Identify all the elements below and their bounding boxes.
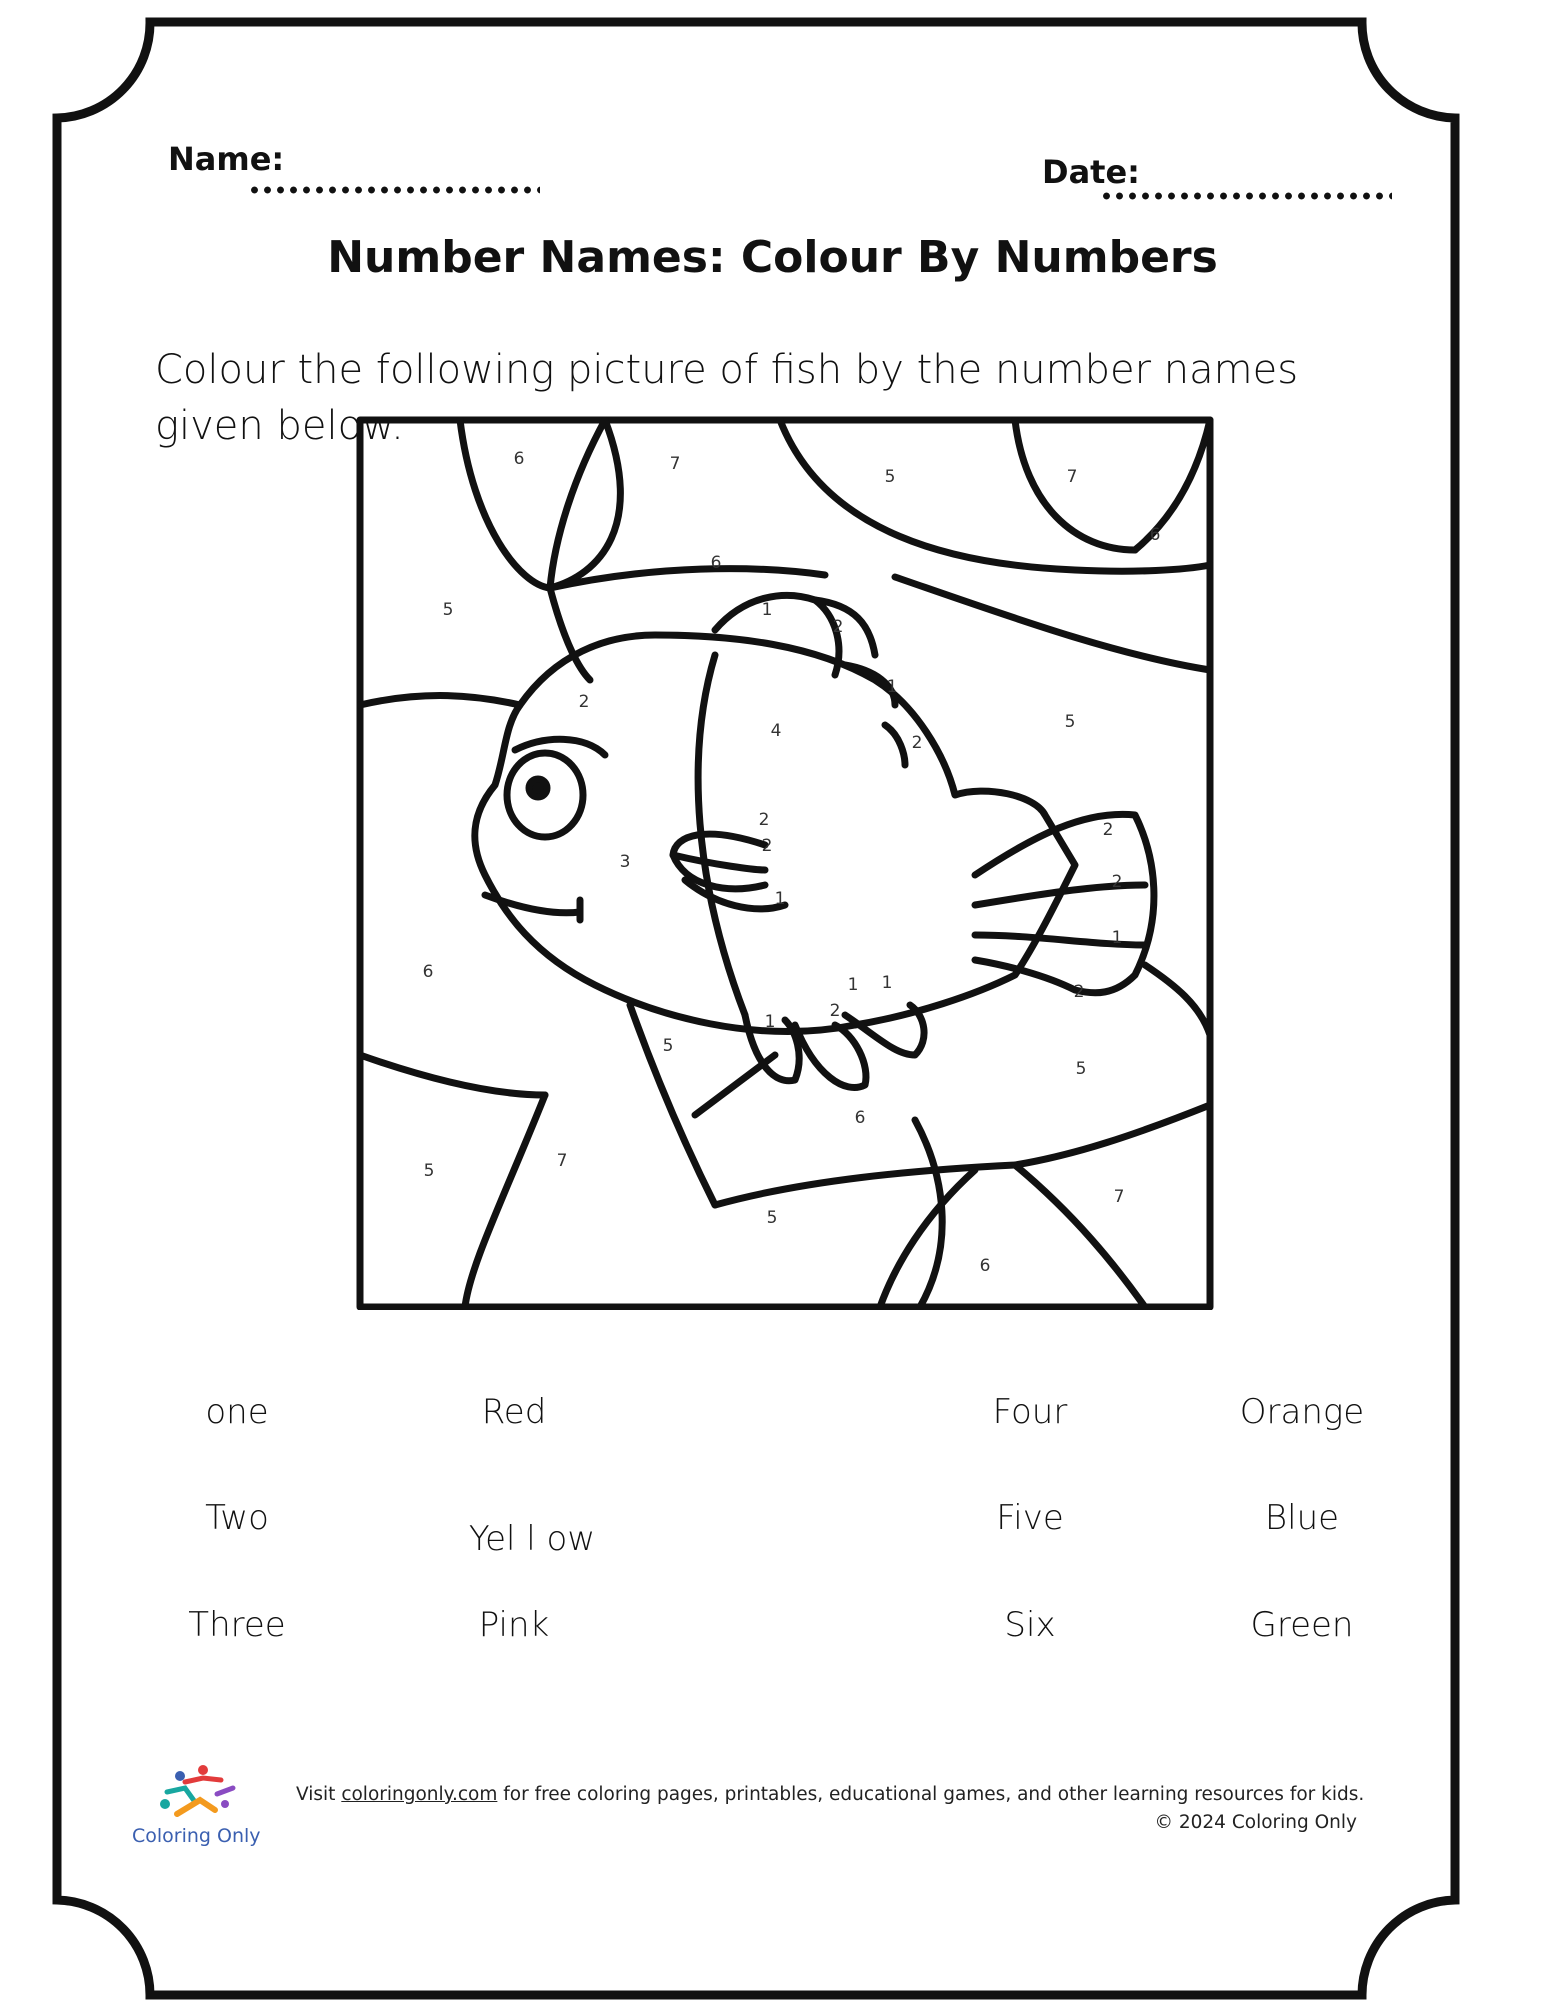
coloring-only-logo-icon xyxy=(155,1762,245,1822)
fish-colouring-picture[interactable] xyxy=(355,415,1215,1310)
legend-number-five: Five xyxy=(996,1498,1064,1538)
num-label: 5 xyxy=(1075,1059,1087,1079)
num-label: 7 xyxy=(1066,467,1078,487)
num-label: 2 xyxy=(1102,820,1114,840)
logo-text: Coloring Only xyxy=(132,1825,261,1847)
legend-colour-pink: Pink xyxy=(478,1605,550,1645)
num-label: 7 xyxy=(669,454,681,474)
num-label: 5 xyxy=(442,600,454,620)
legend-number-one: one xyxy=(205,1392,269,1432)
num-label: 2 xyxy=(829,1001,841,1021)
num-label: 5 xyxy=(662,1036,674,1056)
num-label: 6 xyxy=(710,553,722,573)
footer-link[interactable]: coloringonly.com xyxy=(341,1784,498,1805)
legend-colour-blue: Blue xyxy=(1264,1498,1340,1538)
name-field[interactable] xyxy=(248,186,540,194)
num-label: 7 xyxy=(1113,1187,1125,1207)
legend-colour-yellow: Yel l ow xyxy=(468,1519,596,1559)
legend-number-six: Six xyxy=(1004,1605,1056,1645)
num-label: 4 xyxy=(770,721,782,741)
num-label: 3 xyxy=(619,852,631,872)
num-label: 5 xyxy=(766,1208,778,1228)
num-label: 7 xyxy=(556,1151,568,1171)
copyright: © 2024 Coloring Only xyxy=(1154,1812,1357,1833)
footer-rest: for free coloring pages, printables, educational games, and other learning resources for kids. xyxy=(497,1784,1365,1805)
num-label: 6 xyxy=(422,962,434,982)
legend-number-two: Two xyxy=(205,1498,269,1538)
date-label: Date: xyxy=(1042,153,1140,191)
name-label: Name: xyxy=(168,140,285,178)
num-label: 5 xyxy=(884,467,896,487)
num-label: 2 xyxy=(1073,982,1085,1002)
num-label: 1 xyxy=(1111,928,1123,948)
num-label: 2 xyxy=(911,733,923,753)
legend-colour-orange: Orange xyxy=(1239,1392,1365,1432)
num-label: 5 xyxy=(1064,712,1076,732)
num-label: 6 xyxy=(1149,525,1161,545)
legend-colour-red: Red xyxy=(481,1392,547,1432)
num-label: 6 xyxy=(513,449,525,469)
num-label: 5 xyxy=(423,1161,435,1181)
num-label: 1 xyxy=(847,975,859,995)
num-label: 1 xyxy=(774,889,786,909)
num-label: 1 xyxy=(886,677,898,697)
legend-number-four: Four xyxy=(992,1392,1068,1432)
num-label: 2 xyxy=(1111,872,1123,892)
footer-visit: Visit xyxy=(296,1784,342,1805)
num-label: 2 xyxy=(758,810,770,830)
num-label: 1 xyxy=(881,973,893,993)
num-label: 1 xyxy=(761,600,773,620)
num-label: 6 xyxy=(854,1108,866,1128)
num-label: 2 xyxy=(832,617,844,637)
num-label: 2 xyxy=(578,692,590,712)
region-line xyxy=(460,420,620,588)
footer-text xyxy=(296,1784,1364,1805)
legend-number-three: Three xyxy=(188,1605,286,1645)
date-field[interactable] xyxy=(1100,192,1392,200)
num-label: 1 xyxy=(764,1012,776,1032)
page-title: Number Names: Colour By Numbers xyxy=(327,232,1218,283)
instructions: Colour the following picture of fish by the number names given below. xyxy=(155,347,1299,449)
legend-colour-green: Green xyxy=(1250,1605,1354,1645)
num-label: 6 xyxy=(979,1256,991,1276)
num-label: 2 xyxy=(761,836,773,856)
